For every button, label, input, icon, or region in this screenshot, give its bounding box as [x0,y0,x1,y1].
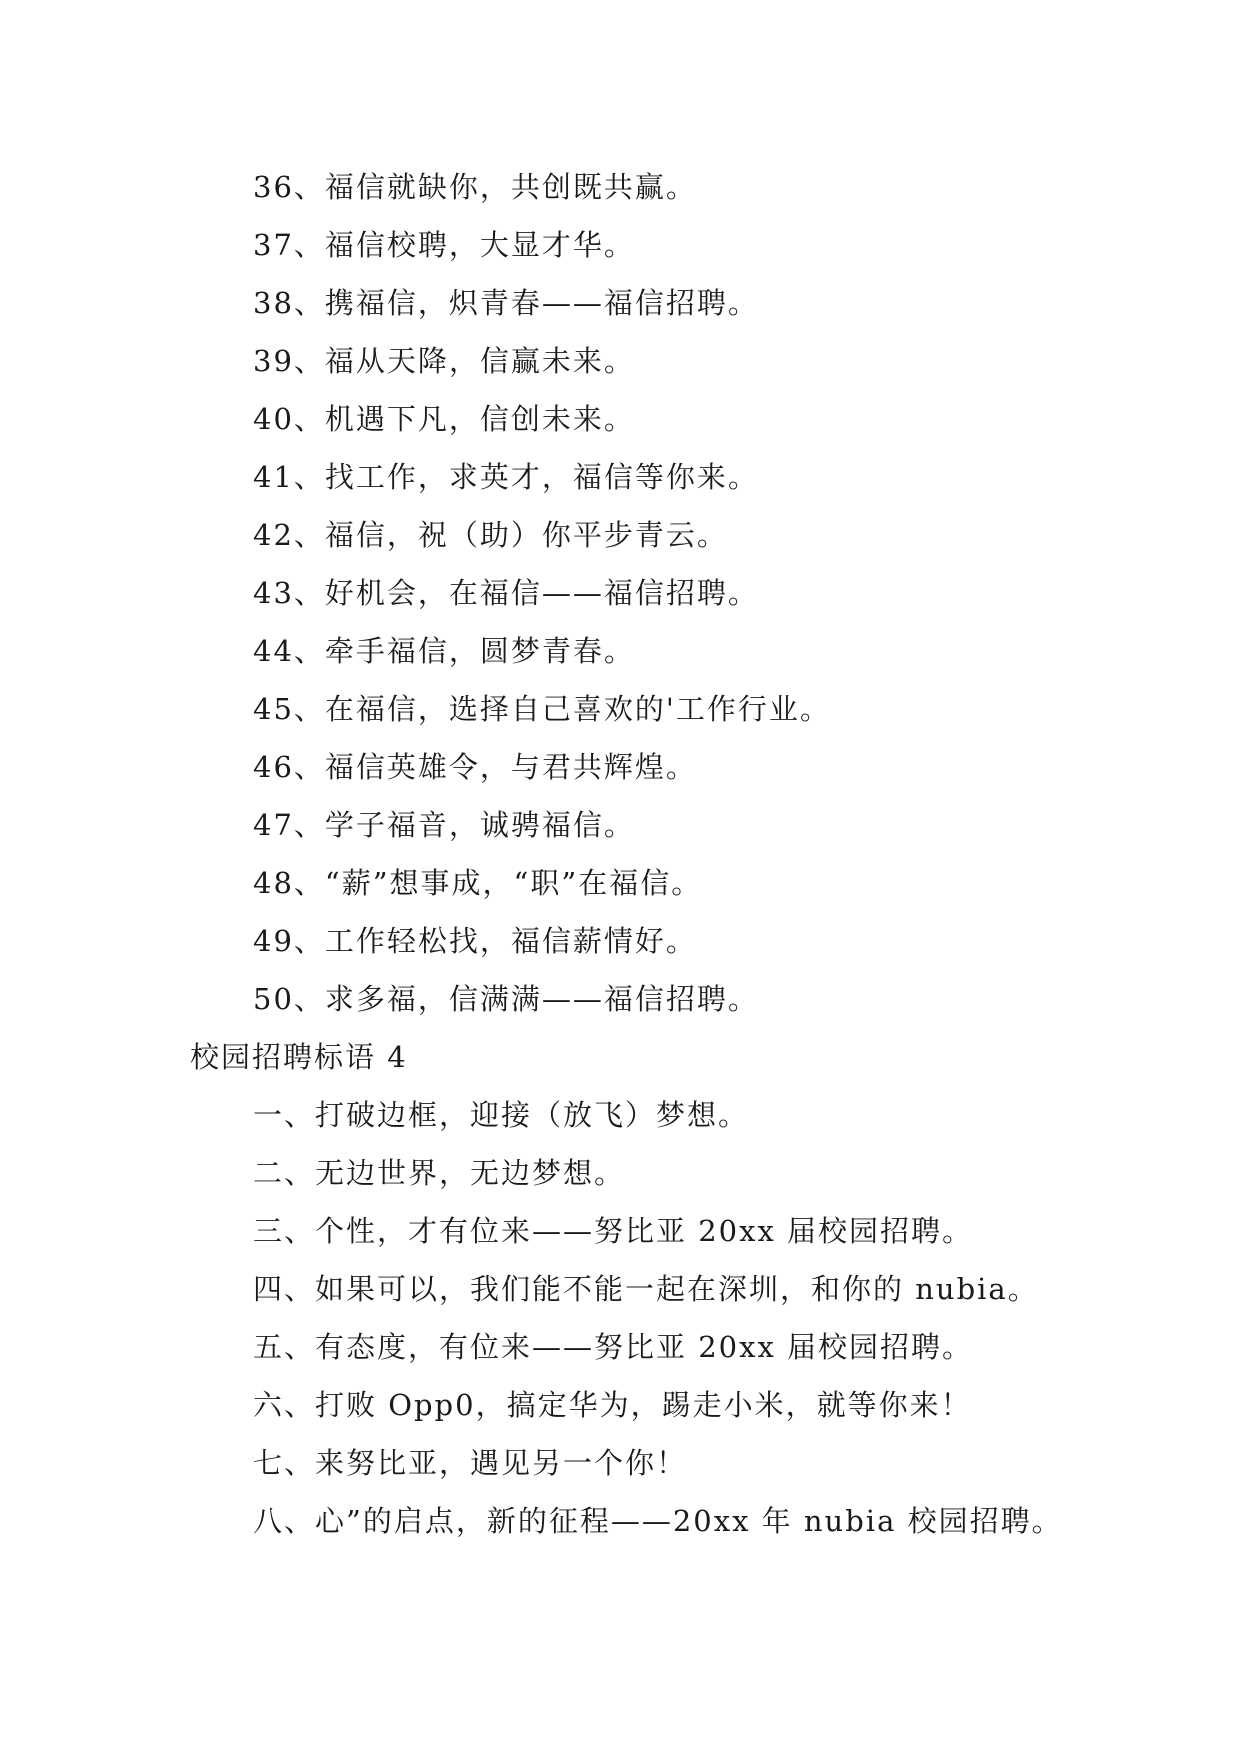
slogan-line: 45、在福信，选择自己喜欢的'工作行业。 [253,692,831,726]
slogan-line: 二、无边世界，无边梦想。 [253,1156,626,1190]
slogan-line: 38、携福信，炽青春——福信招聘。 [253,286,759,320]
slogan-line: 四、如果可以，我们能不能一起在深圳，和你的 nubia。 [253,1272,1039,1306]
slogan-line: 37、福信校聘，大显才华。 [253,228,635,262]
slogan-line: 42、福信，祝（助）你平步青云。 [253,518,728,552]
slogan-line: 50、求多福，信满满——福信招聘。 [253,982,759,1016]
section-heading: 校园招聘标语 4 [190,1040,408,1074]
slogan-line: 40、机遇下凡，信创未来。 [253,402,635,436]
slogan-list [0,158,1241,1550]
slogan-line: 39、福从天降，信赢未来。 [253,344,635,378]
slogan-line: 49、工作轻松找，福信薪情好。 [253,924,697,958]
slogan-line: 41、找工作，求英才，福信等你来。 [253,460,759,494]
slogan-line: 八、心”的启点，新的征程——20xx 年 nubia 校园招聘。 [253,1504,1063,1538]
slogan-line: 47、学子福音，诚骋福信。 [253,808,635,842]
slogan-line: 七、来努比亚，遇见另一个你！ [253,1446,688,1480]
slogan-line: 五、有态度，有位来——努比亚 20xx 届校园招聘。 [253,1330,974,1364]
slogan-line: 六、打败 Opp0，搞定华为，踢走小米，就等你来！ [253,1388,972,1422]
slogan-line: 44、牵手福信，圆梦青春。 [253,634,635,668]
slogan-line: 36、福信就缺你，共创既共赢。 [253,170,697,204]
slogan-line: 一、打破边框，迎接（放飞）梦想。 [253,1098,750,1132]
slogan-line: 三、个性，才有位来——努比亚 20xx 届校园招聘。 [253,1214,974,1248]
slogan-line: 43、好机会，在福信——福信招聘。 [253,576,759,610]
slogan-line: 48、“薪”想事成，“职”在福信。 [253,866,703,900]
slogan-line: 46、福信英雄令，与君共辉煌。 [253,750,697,784]
